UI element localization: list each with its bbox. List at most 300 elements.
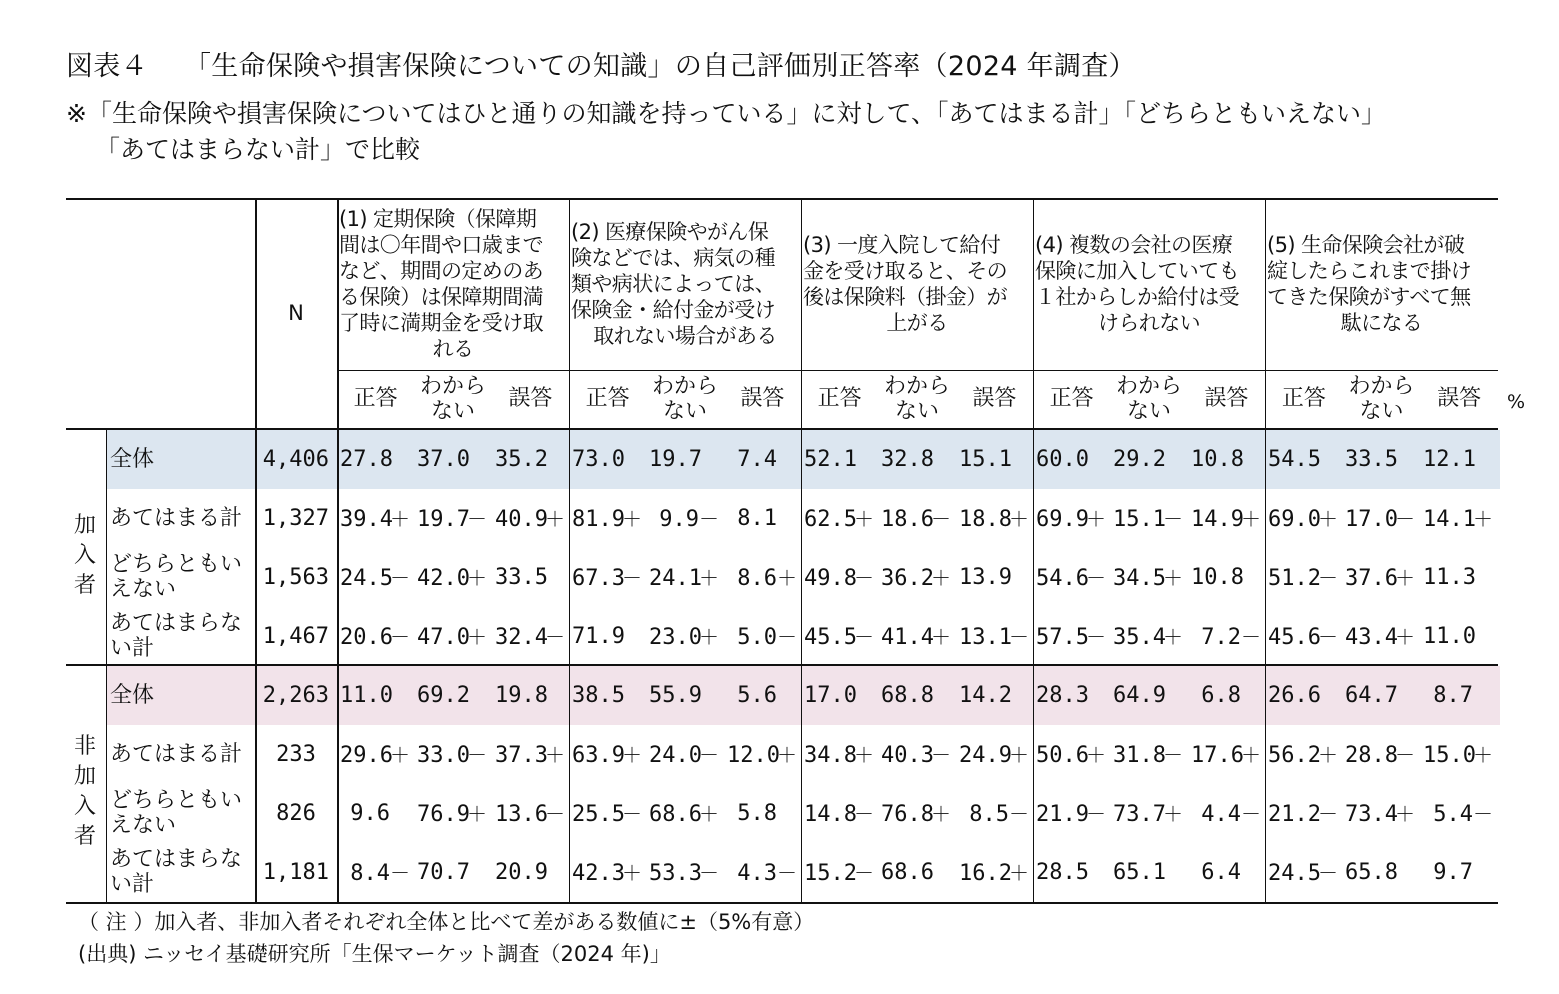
value-number: 42.0 xyxy=(417,566,470,591)
value-cell xyxy=(1423,860,1495,886)
value-cell xyxy=(881,860,953,886)
question-header-line: １社からしか給付は受 xyxy=(1035,285,1239,309)
value-number: 36.2 xyxy=(881,566,934,591)
value-cell xyxy=(572,447,644,473)
value-cell xyxy=(1345,860,1417,886)
value-cell xyxy=(727,801,799,827)
significance-sign: ＋ xyxy=(467,625,487,649)
value-number: 49.8 xyxy=(804,566,857,591)
question-header-line: けられない xyxy=(1098,311,1200,335)
value-cell xyxy=(1423,801,1495,828)
value-cell xyxy=(1113,447,1185,473)
answer-subheader-line: 誤答 xyxy=(972,386,1017,411)
value-number: 33.0 xyxy=(417,743,470,768)
value-number: 16.2 xyxy=(959,861,1012,886)
significance-sign: － xyxy=(1318,802,1338,826)
value-cell xyxy=(804,683,876,709)
question-header xyxy=(571,219,799,349)
answer-subheader-line: ない xyxy=(1126,399,1171,424)
value-number: 54.5 xyxy=(1268,447,1321,472)
value-number: 56.2 xyxy=(1268,743,1321,768)
significance-sign: － xyxy=(467,743,487,767)
row-label-line: い計 xyxy=(110,872,155,897)
significance-sign: － xyxy=(1241,802,1261,826)
value-number: 13.1 xyxy=(959,625,1012,650)
answer-subheader-line: 正答 xyxy=(585,386,630,411)
footnote-source: (出典) ニッセイ基礎研究所「生保マーケット調査（2024 年)」 xyxy=(78,942,671,966)
value-cell xyxy=(1345,506,1417,533)
value-number: 18.6 xyxy=(881,507,934,532)
significance-sign: ＋ xyxy=(622,861,642,885)
value-cell xyxy=(1423,742,1495,769)
significance-sign: － xyxy=(1318,566,1338,590)
value-cell xyxy=(1113,624,1185,651)
significance-sign: ＋ xyxy=(854,507,874,531)
value-number: 19.7 xyxy=(649,447,702,472)
value-cell xyxy=(881,506,953,533)
question-header-line: 類や病状によっては、 xyxy=(571,272,775,296)
row-label-line: あてはまらな xyxy=(110,847,243,872)
significance-sign: ＋ xyxy=(545,743,565,767)
value-number: 5.8 xyxy=(737,801,777,826)
value-number: 73.4 xyxy=(1345,802,1398,827)
value-cell xyxy=(1036,624,1108,651)
value-cell xyxy=(572,624,644,650)
value-cell xyxy=(804,742,876,769)
question-header-line: 駄になる xyxy=(1340,311,1423,335)
value-cell xyxy=(959,742,1031,769)
significance-sign: ＋ xyxy=(1395,625,1415,649)
value-cell xyxy=(1113,860,1185,886)
value-cell xyxy=(340,447,412,473)
value-cell xyxy=(1423,447,1495,473)
significance-sign: ＋ xyxy=(1241,743,1261,767)
value-number: 51.2 xyxy=(1268,566,1321,591)
value-cell xyxy=(1191,624,1263,651)
significance-sign: ＋ xyxy=(931,566,951,590)
value-cell xyxy=(881,683,953,709)
question-column-rule xyxy=(1265,198,1266,902)
value-cell xyxy=(881,742,953,769)
n-value: 1,181 xyxy=(262,860,329,885)
question-header-line: (4) 複数の会社の医療 xyxy=(1035,233,1233,257)
value-number: 28.3 xyxy=(1036,683,1089,708)
significance-sign: － xyxy=(467,507,487,531)
value-number: 37.0 xyxy=(417,447,470,472)
value-number: 19.8 xyxy=(495,683,548,708)
answer-subheader xyxy=(724,386,801,411)
significance-sign: ＋ xyxy=(1473,743,1493,767)
value-number: 69.0 xyxy=(1268,507,1321,532)
group-label-char: 者 xyxy=(73,824,96,849)
row-label-line: えない xyxy=(110,577,177,602)
row-label xyxy=(110,742,242,767)
significance-sign: － xyxy=(699,507,719,531)
value-cell xyxy=(1345,801,1417,828)
group-label-char: 非 xyxy=(73,734,96,759)
value-number: 23.0 xyxy=(649,625,702,650)
question-header-line: 険などでは、病気の種 xyxy=(571,246,775,270)
value-cell xyxy=(649,801,721,828)
question-header-line: 保険金・給付金が受け xyxy=(571,298,775,322)
value-cell xyxy=(1113,565,1185,592)
value-cell xyxy=(649,565,721,592)
n-value: 1,563 xyxy=(262,565,329,590)
value-number: 21.9 xyxy=(1036,802,1089,827)
value-number: 81.9 xyxy=(572,507,625,532)
value-number: 17.0 xyxy=(1345,507,1398,532)
value-cell xyxy=(495,506,567,533)
value-cell xyxy=(804,860,876,887)
value-cell xyxy=(1191,801,1263,828)
value-cell xyxy=(881,447,953,473)
value-number: 50.6 xyxy=(1036,743,1089,768)
value-cell xyxy=(340,860,412,887)
significance-sign: ＋ xyxy=(931,802,951,826)
value-number: 45.5 xyxy=(804,625,857,650)
value-number: 57.5 xyxy=(1036,625,1089,650)
value-cell xyxy=(495,742,567,769)
value-cell xyxy=(1268,801,1340,828)
question-column-rule xyxy=(569,198,570,902)
value-number: 73.7 xyxy=(1113,802,1166,827)
value-cell xyxy=(727,565,799,592)
value-number: 29.6 xyxy=(340,743,393,768)
value-number: 15.2 xyxy=(804,861,857,886)
value-cell xyxy=(1345,624,1417,651)
value-cell xyxy=(1268,742,1340,769)
significance-sign: － xyxy=(1318,625,1338,649)
subheader-rule xyxy=(337,370,1498,371)
question-header-line: 取れない場合がある xyxy=(593,324,777,348)
group-label-char: 入 xyxy=(73,794,96,819)
value-cell xyxy=(1036,683,1108,709)
value-number: 6.8 xyxy=(1201,683,1241,708)
value-number: 71.9 xyxy=(572,624,625,649)
value-number: 5.6 xyxy=(737,683,777,708)
value-number: 39.4 xyxy=(340,507,393,532)
answer-subheader-line: わから xyxy=(651,374,718,399)
value-cell xyxy=(417,683,489,709)
row-label-line: あてはまる計 xyxy=(110,742,243,767)
value-number: 18.8 xyxy=(959,507,1012,532)
answer-subheader xyxy=(1265,386,1343,411)
value-cell xyxy=(727,447,799,473)
answer-subheader-line: 正答 xyxy=(817,386,862,411)
value-number: 67.3 xyxy=(572,566,625,591)
value-number: 15.1 xyxy=(959,447,1012,472)
significance-sign: － xyxy=(1009,625,1029,649)
significance-sign: － xyxy=(1241,625,1261,649)
value-number: 37.6 xyxy=(1345,566,1398,591)
significance-sign: ＋ xyxy=(777,566,797,590)
question-header-line: など、期間の定めのあ xyxy=(339,259,543,283)
value-number: 12.0 xyxy=(727,743,780,768)
value-number: 15.0 xyxy=(1423,743,1476,768)
value-number: 55.9 xyxy=(649,683,702,708)
value-cell xyxy=(1345,447,1417,473)
row-label xyxy=(110,847,242,897)
answer-subheader-line: わから xyxy=(1115,374,1182,399)
significance-sign: － xyxy=(1086,625,1106,649)
value-cell xyxy=(1423,565,1495,591)
value-cell xyxy=(649,506,721,533)
significance-sign: － xyxy=(1163,507,1183,531)
value-number: 5.4 xyxy=(1433,802,1473,827)
answer-subheader-line: 誤答 xyxy=(1437,386,1482,411)
value-number: 64.7 xyxy=(1345,683,1398,708)
value-cell xyxy=(417,801,489,828)
figure-number: 図表４ xyxy=(66,51,148,82)
significance-sign: ＋ xyxy=(699,625,719,649)
significance-sign: ＋ xyxy=(467,566,487,590)
value-cell xyxy=(881,565,953,592)
question-column-rule xyxy=(1033,198,1034,902)
value-cell xyxy=(959,447,1031,473)
value-cell xyxy=(1423,624,1495,650)
value-cell xyxy=(959,860,1031,887)
value-cell xyxy=(340,742,412,769)
value-number: 17.6 xyxy=(1191,743,1244,768)
n-value: 2,263 xyxy=(262,683,329,708)
group-column-rule xyxy=(106,428,107,902)
significance-sign: ＋ xyxy=(699,566,719,590)
value-number: 68.8 xyxy=(881,683,934,708)
value-number: 33.5 xyxy=(495,565,548,590)
value-number: 45.6 xyxy=(1268,625,1321,650)
significance-sign: － xyxy=(931,507,951,531)
value-cell xyxy=(959,506,1031,533)
value-cell xyxy=(804,801,876,828)
value-number: 37.3 xyxy=(495,743,548,768)
question-header-line: (5) 生命保険会社が破 xyxy=(1267,233,1465,257)
answer-subheader-line: ない xyxy=(662,399,707,424)
value-cell xyxy=(1036,801,1108,828)
value-number: 21.2 xyxy=(1268,802,1321,827)
value-cell xyxy=(649,624,721,651)
n-value: 4,406 xyxy=(262,447,329,472)
row-label xyxy=(110,506,242,531)
significance-sign: － xyxy=(777,861,797,885)
row-label-line: あてはまる計 xyxy=(110,506,243,531)
answer-subheader-line: 誤答 xyxy=(1204,386,1249,411)
value-cell xyxy=(1268,860,1340,887)
value-cell xyxy=(340,506,412,533)
title-text: 「生命保険や損害保険についての知識」の自己評価別正答率（2024 年調査） xyxy=(184,51,1136,82)
value-cell xyxy=(495,683,567,709)
value-number: 25.5 xyxy=(572,802,625,827)
value-cell xyxy=(1036,860,1108,886)
answer-subheader xyxy=(646,374,723,424)
value-cell xyxy=(572,801,644,828)
row-label-line: どちらともい xyxy=(110,552,243,577)
value-number: 31.8 xyxy=(1113,743,1166,768)
significance-sign: － xyxy=(545,625,565,649)
row-label xyxy=(110,552,242,602)
question-header-line: (2) 医療保険やがん保 xyxy=(571,220,769,244)
value-cell xyxy=(649,860,721,887)
value-cell xyxy=(1113,683,1185,709)
significance-sign: ＋ xyxy=(1163,625,1183,649)
question-header-line: れる xyxy=(432,337,474,361)
value-number: 34.5 xyxy=(1113,566,1166,591)
value-number: 5.0 xyxy=(737,625,777,650)
value-number: 8.7 xyxy=(1433,683,1473,708)
value-cell xyxy=(572,683,644,709)
unit-label: % xyxy=(1506,391,1526,413)
question-header-line: る保険）は保障期間満 xyxy=(339,285,543,309)
value-number: 62.5 xyxy=(804,507,857,532)
value-number: 14.2 xyxy=(959,683,1012,708)
n-column-header: N xyxy=(288,301,304,325)
answer-subheader-line: ない xyxy=(1359,399,1404,424)
answer-subheader-line: ない xyxy=(894,399,939,424)
value-number: 34.8 xyxy=(804,743,857,768)
value-cell xyxy=(649,683,721,709)
significance-sign: ＋ xyxy=(777,743,797,767)
value-cell xyxy=(881,624,953,651)
question-header-line: 了時に満期金を受け取 xyxy=(339,311,543,335)
answer-subheader xyxy=(414,374,491,424)
value-cell xyxy=(340,801,412,827)
value-number: 24.9 xyxy=(959,743,1012,768)
value-number: 24.0 xyxy=(649,743,702,768)
table-top-rule xyxy=(66,198,1498,200)
value-number: 24.5 xyxy=(340,566,393,591)
value-number: 11.3 xyxy=(1423,565,1476,590)
value-number: 4.4 xyxy=(1201,802,1241,827)
significance-sign: － xyxy=(854,802,874,826)
value-cell xyxy=(1191,506,1263,533)
value-number: 8.4 xyxy=(350,861,390,886)
significance-sign: － xyxy=(854,861,874,885)
significance-sign: － xyxy=(777,625,797,649)
answer-subheader xyxy=(956,386,1033,411)
significance-sign: ＋ xyxy=(1395,802,1415,826)
answer-subheader xyxy=(1188,386,1265,411)
value-number: 29.2 xyxy=(1113,447,1166,472)
answer-subheader xyxy=(878,374,955,424)
value-number: 54.6 xyxy=(1036,566,1089,591)
value-cell xyxy=(340,565,412,592)
question-header xyxy=(1035,232,1263,336)
value-cell xyxy=(340,683,412,709)
answer-subheader-line: わから xyxy=(1348,374,1415,399)
row-label-line: 全体 xyxy=(110,447,155,472)
value-number: 70.7 xyxy=(417,860,470,885)
value-cell xyxy=(417,506,489,533)
value-cell xyxy=(1191,860,1263,886)
value-number: 8.6 xyxy=(737,566,777,591)
group-label-char: 加 xyxy=(73,513,96,538)
value-number: 65.8 xyxy=(1345,860,1398,885)
significance-sign: ＋ xyxy=(390,743,410,767)
value-cell xyxy=(1191,565,1263,591)
significance-sign: － xyxy=(1086,802,1106,826)
value-cell xyxy=(495,860,567,886)
value-cell xyxy=(417,742,489,769)
question-header xyxy=(1267,232,1496,336)
value-cell xyxy=(1191,683,1263,709)
value-cell xyxy=(1036,506,1108,533)
answer-subheader-line: 誤答 xyxy=(740,386,785,411)
value-number: 8.1 xyxy=(737,506,777,531)
value-cell xyxy=(959,801,1031,828)
question-header-line: 保険に加入していても xyxy=(1035,259,1239,283)
value-number: 8.5 xyxy=(969,802,1009,827)
answer-subheader xyxy=(492,386,569,411)
group-label xyxy=(70,513,100,603)
significance-sign: － xyxy=(390,566,410,590)
value-number: 13.6 xyxy=(495,802,548,827)
value-cell xyxy=(495,447,567,473)
value-number: 24.1 xyxy=(649,566,702,591)
value-number: 73.0 xyxy=(572,447,625,472)
value-number: 14.1 xyxy=(1423,507,1476,532)
value-cell xyxy=(804,447,876,473)
row-label-line: あてはまらな xyxy=(110,611,243,636)
value-cell xyxy=(417,624,489,651)
value-cell xyxy=(1036,565,1108,592)
significance-sign: － xyxy=(854,625,874,649)
value-number: 26.6 xyxy=(1268,683,1321,708)
value-cell xyxy=(1268,506,1340,533)
value-number: 60.0 xyxy=(1036,447,1089,472)
significance-sign: － xyxy=(1318,861,1338,885)
significance-sign: ＋ xyxy=(854,743,874,767)
value-number: 10.8 xyxy=(1191,565,1244,590)
answer-subheader xyxy=(1033,386,1110,411)
value-number: 4.3 xyxy=(737,861,777,886)
value-number: 27.8 xyxy=(340,447,393,472)
value-cell xyxy=(1036,447,1108,473)
value-cell xyxy=(495,624,567,651)
value-number: 17.0 xyxy=(804,683,857,708)
significance-sign: ＋ xyxy=(622,743,642,767)
answer-subheader xyxy=(1420,386,1498,411)
significance-sign: ＋ xyxy=(1318,507,1338,531)
value-cell xyxy=(804,565,876,592)
row-label xyxy=(110,447,154,472)
value-cell xyxy=(572,565,644,592)
value-number: 35.4 xyxy=(1113,625,1166,650)
significance-sign: ＋ xyxy=(1163,802,1183,826)
value-number: 20.9 xyxy=(495,860,548,885)
value-cell xyxy=(1345,565,1417,592)
n-value: 826 xyxy=(276,801,316,826)
value-cell xyxy=(881,801,953,828)
header-bottom-rule xyxy=(66,428,1498,430)
row-label-line: えない xyxy=(110,813,177,838)
significance-sign: ＋ xyxy=(1009,507,1029,531)
value-cell xyxy=(1113,742,1185,769)
value-cell xyxy=(649,447,721,473)
n-value: 1,327 xyxy=(262,506,329,531)
significance-sign: － xyxy=(622,802,642,826)
value-cell xyxy=(417,565,489,592)
subtitle-line-1: ※「生命保険や損害保険についてはひと通りの知識を持っている」に対して、「あてはまる計」「どちらともいえない」 xyxy=(66,99,1386,128)
answer-subheader xyxy=(569,386,646,411)
value-cell xyxy=(1345,742,1417,769)
value-number: 38.5 xyxy=(572,683,625,708)
value-cell xyxy=(572,506,644,533)
answer-subheader xyxy=(337,386,414,411)
significance-sign: ＋ xyxy=(1318,743,1338,767)
row-label xyxy=(110,683,154,708)
value-number: 11.0 xyxy=(1423,624,1476,649)
significance-sign: ＋ xyxy=(1163,566,1183,590)
value-number: 53.3 xyxy=(649,861,702,886)
